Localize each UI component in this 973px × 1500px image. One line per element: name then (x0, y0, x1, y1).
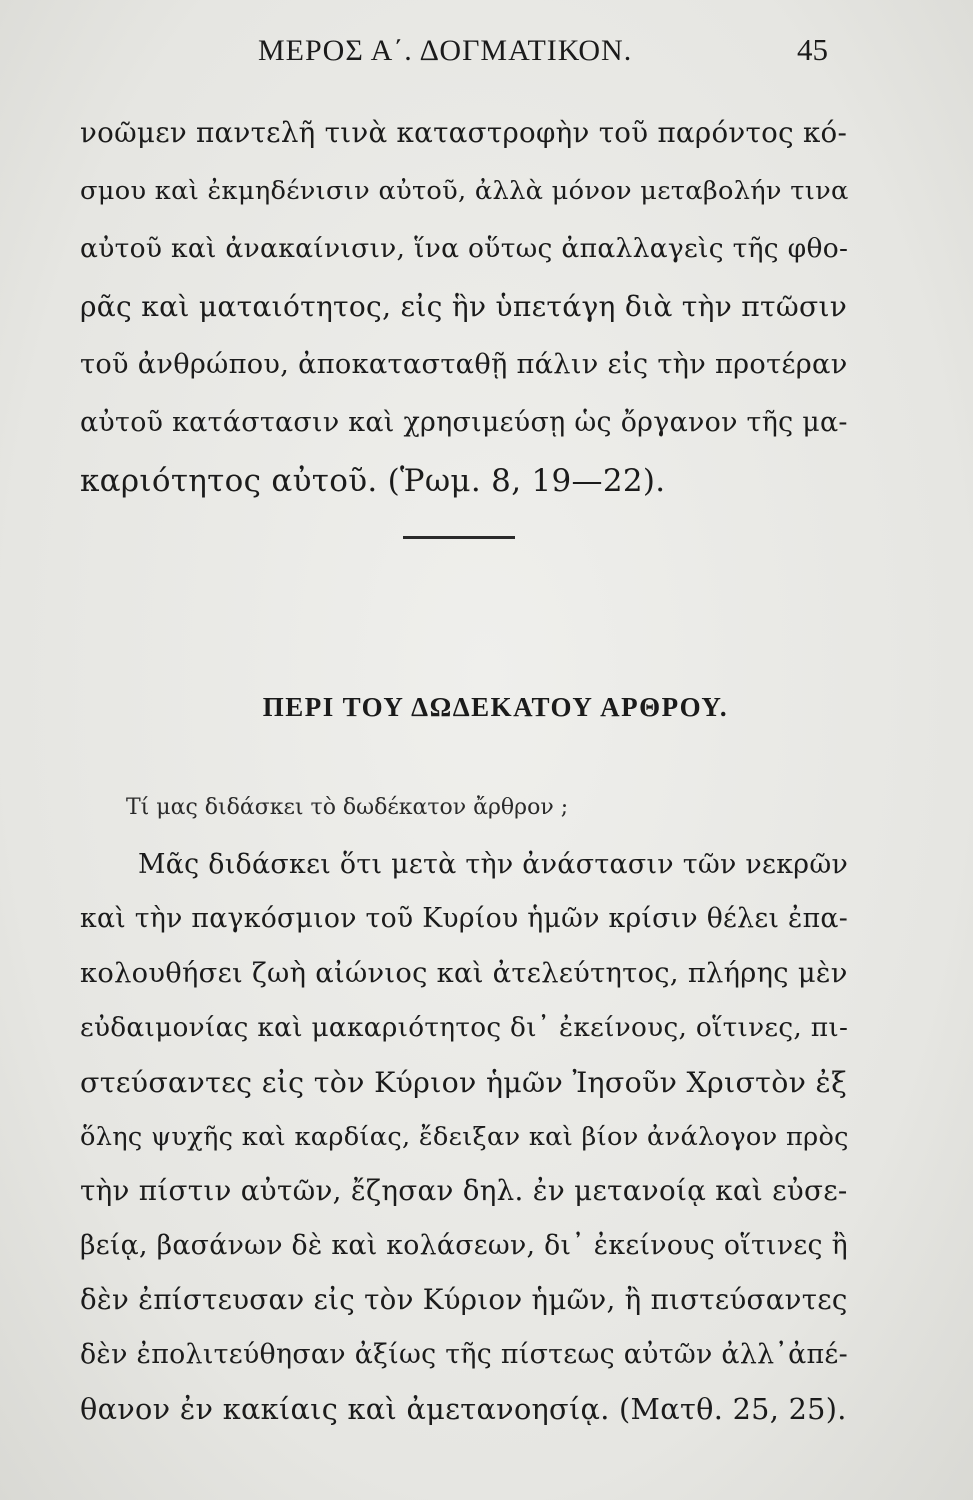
text-line: νοῶμεν παντελῆ τινὰ καταστροφὴν τοῦ παρόντος κό- (80, 116, 848, 149)
section-heading: ΠΕΡΙ ΤΟΥ ΔΩΔΕΚΑΤΟΥ ΑΡΘΡΟΥ. (262, 692, 729, 722)
running-head (0, 28, 973, 68)
text-line: σμου καὶ ἐκμηδένισιν αὐτοῦ, ἀλλὰ μόνον μεταβολήν τινα (80, 176, 849, 206)
text-line: Μᾶς διδάσκει ὅτι μετὰ τὴν ἀνάστασιν τῶν νεκρῶν (138, 849, 849, 880)
paragraph-2 (80, 838, 850, 1436)
text-line: καριότητος αὐτοῦ. (Ῥωμ. 8, 19—22). (80, 463, 666, 499)
text-line: αὐτοῦ καὶ ἀνακαίνισιν, ἵνα οὕτως ἀπαλλαγεὶς τῆς φθο- (80, 233, 849, 264)
text-line: εὐδαιμονίας καὶ μακαριότητος δι᾽ ἐκείνους, οἵτινες, πι- (80, 1013, 849, 1044)
text-line: δὲν ἐπίστευσαν εἰς τὸν Κύριον ἡμῶν, ἢ πιστεύσαντες (80, 1283, 848, 1317)
text-line: ὅλης ψυχῆς καὶ καρδίας, ἔδειξαν καὶ βίον ἀνάλογον πρὸς (80, 1121, 849, 1152)
page-number: 45 (797, 32, 828, 67)
text-line: τοῦ ἀνθρώπου, ἀποκατασταθῇ πάλιν εἰς τὴν προτέραν (80, 349, 848, 380)
catechism-question: Τί μας διδάσκει τὸ δωδέκατον ἄρθρον ; (126, 795, 569, 820)
text-line: κολουθήσει ζωὴ αἰώνιος καὶ ἀτελεύτητος, πλήρης μὲν (80, 957, 848, 989)
text-line: τὴν πίστιν αὐτῶν, ἔζησαν δηλ. ἐν μετανοίᾳ καὶ εὐσε- (80, 1174, 848, 1208)
text-line: ρᾶς καὶ ματαιότητος, εἰς ἣν ὑπετάγη διὰ τὴν πτῶσιν (80, 290, 848, 323)
text-line: αὐτοῦ κατάστασιν καὶ χρησιμεύσῃ ὡς ὄργανον τῆς μα- (80, 407, 848, 438)
section-divider (403, 536, 515, 539)
text-line: θανον ἐν κακίαις καὶ ἀμετανοησίᾳ. (Ματθ. 25, 25). (80, 1391, 847, 1426)
text-line: στεύσαντες εἰς τὸν Κύριον ἡμῶν Ἰησοῦν Χριστὸν ἐξ (80, 1065, 848, 1099)
text-line: δὲν ἐπολιτεύθησαν ἀξίως τῆς πίστεως αὐτῶν ἀλλ᾽ἀπέ- (80, 1338, 848, 1370)
paragraph-1 (80, 104, 850, 510)
text-line: βείᾳ, βασάνων δὲ καὶ κολάσεων, δι᾽ ἐκείνους οἵτινες ἢ (80, 1229, 848, 1261)
running-title: ΜΕΡΟΣ Α΄. ΔΟΓΜΑΤΙΚΟΝ. (258, 34, 633, 67)
text-line: καὶ τὴν παγκόσμιον τοῦ Κυρίου ἡμῶν κρίσιν θέλει ἐπα- (80, 903, 849, 935)
